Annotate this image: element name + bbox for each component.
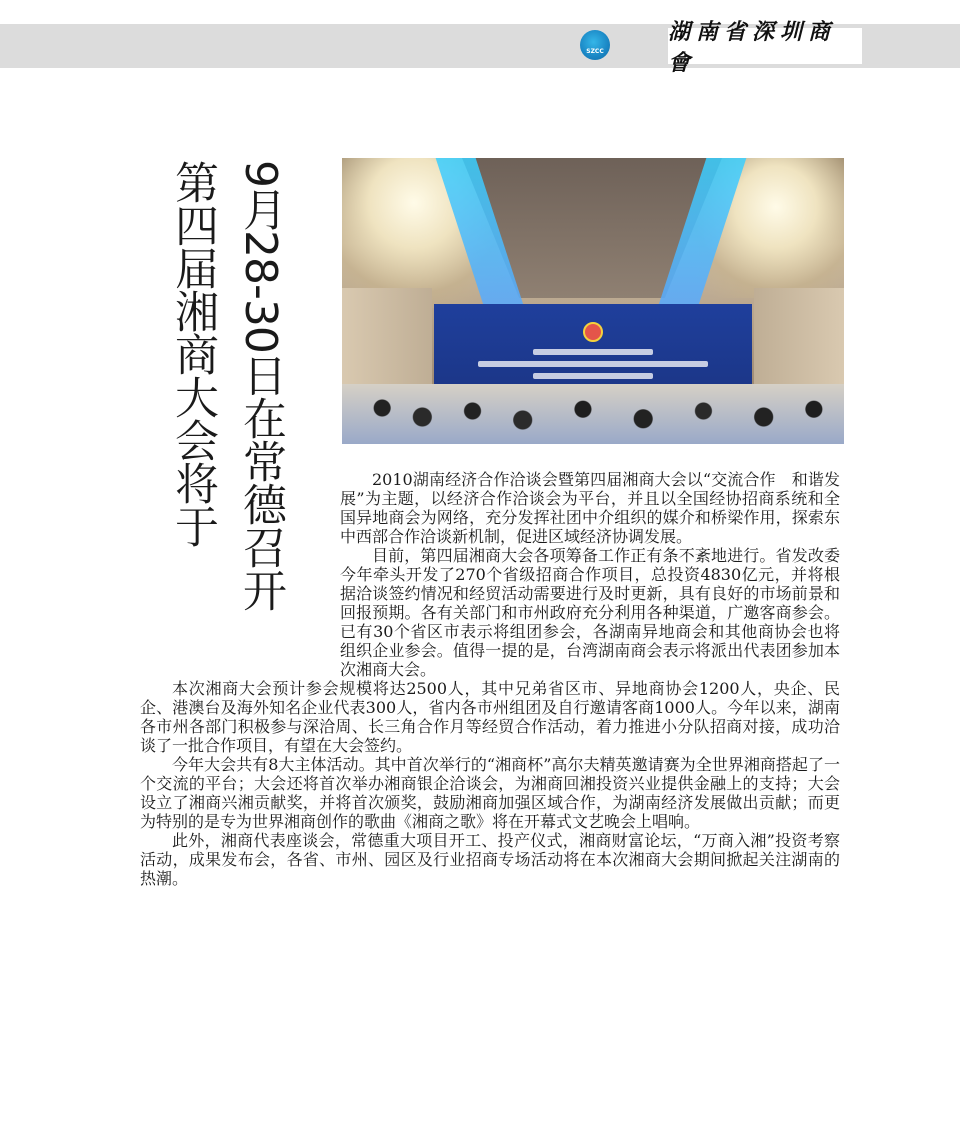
paragraph: 今年大会共有8大主体活动。其中首次举行的“湘商杯”高尔夫精英邀请赛为全世界湘商搭起了一个交流的平台；大会还将首次举办湘商银企洽谈会，为湘商回湘投资兴业提供金融上的支持；大会设立了湘商兴湘贡献奖，并将首次颁奖，鼓励湘商加强区域合作，为湖南经济发展做出贡献；而更为特别的是专为世界湘商创作的歌曲《湘商之歌》将在开幕式文艺晚会上唱响。 bbox=[140, 755, 840, 831]
logo-text: SZCC bbox=[586, 47, 604, 55]
szcc-logo-icon bbox=[580, 30, 610, 60]
backdrop-banner-line bbox=[533, 373, 653, 379]
article-top-block bbox=[340, 470, 840, 679]
article-body bbox=[140, 470, 840, 888]
paragraph: 此外，湘商代表座谈会，常德重大项目开工、投产仪式，湘商财富论坛，“万商入湘”投资考察活动，成果发布会，各省、市州、园区及行业招商专场活动将在本次湘商大会期间掀起关注湖南的热潮。 bbox=[140, 831, 840, 888]
backdrop-banner-line bbox=[478, 361, 708, 367]
paragraph: 本次湘商大会预计参会规模将达2500人，其中兄弟省区市、异地商协会1200人，央企、民企、港澳台及海外知名企业代表300人，省内各市州组团及自行邀请客商1000人。今年以来，湖南各市州各部门积极参与深洽周、长三角合作月等经贸合作活动，着力推进小分队招商对接，成功洽谈了一批合作项目，有望在大会签约。 bbox=[140, 679, 840, 755]
audience bbox=[342, 384, 844, 444]
emblem-icon bbox=[583, 322, 603, 342]
title-line-2: 第四届湘商大会将于 bbox=[167, 160, 218, 547]
title-line-1: 9月28-30日在常德召开 bbox=[235, 160, 286, 611]
org-name-box bbox=[668, 19, 862, 76]
paragraph: 2010湖南经济合作洽谈会暨第四届湘商大会以“交流合作 和谐发展”为主题，以经济合作洽谈会为平台，并且以全国经协招商系统和全国异地商会为网络，充分发挥社团中介组织的媒介和桥梁作用，探索东中西部合作洽谈新机制，促进区域经济协调发展。 bbox=[340, 470, 840, 546]
conference-photo bbox=[342, 158, 844, 444]
backdrop-banner-line bbox=[533, 349, 653, 355]
paragraph: 目前，第四届湘商大会各项筹备工作正有条不紊地进行。省发改委今年牵头开发了270个省级招商合作项目，总投资4830亿元，并将根据洽谈签约情况和经贸活动需要进行及时更新，具有良好的市场前景和回报预期。各有关部门和市州政府充分利用各种渠道，广邀客商参会。已有30个省区市表示将组团参会，各湖南异地商会和其他商协会也将组织企业参会。值得一提的是，台湾湖南商会表示将派出代表团参加本次湘商大会。 bbox=[340, 546, 840, 679]
org-name: 湖南省深圳商會 bbox=[668, 19, 837, 76]
